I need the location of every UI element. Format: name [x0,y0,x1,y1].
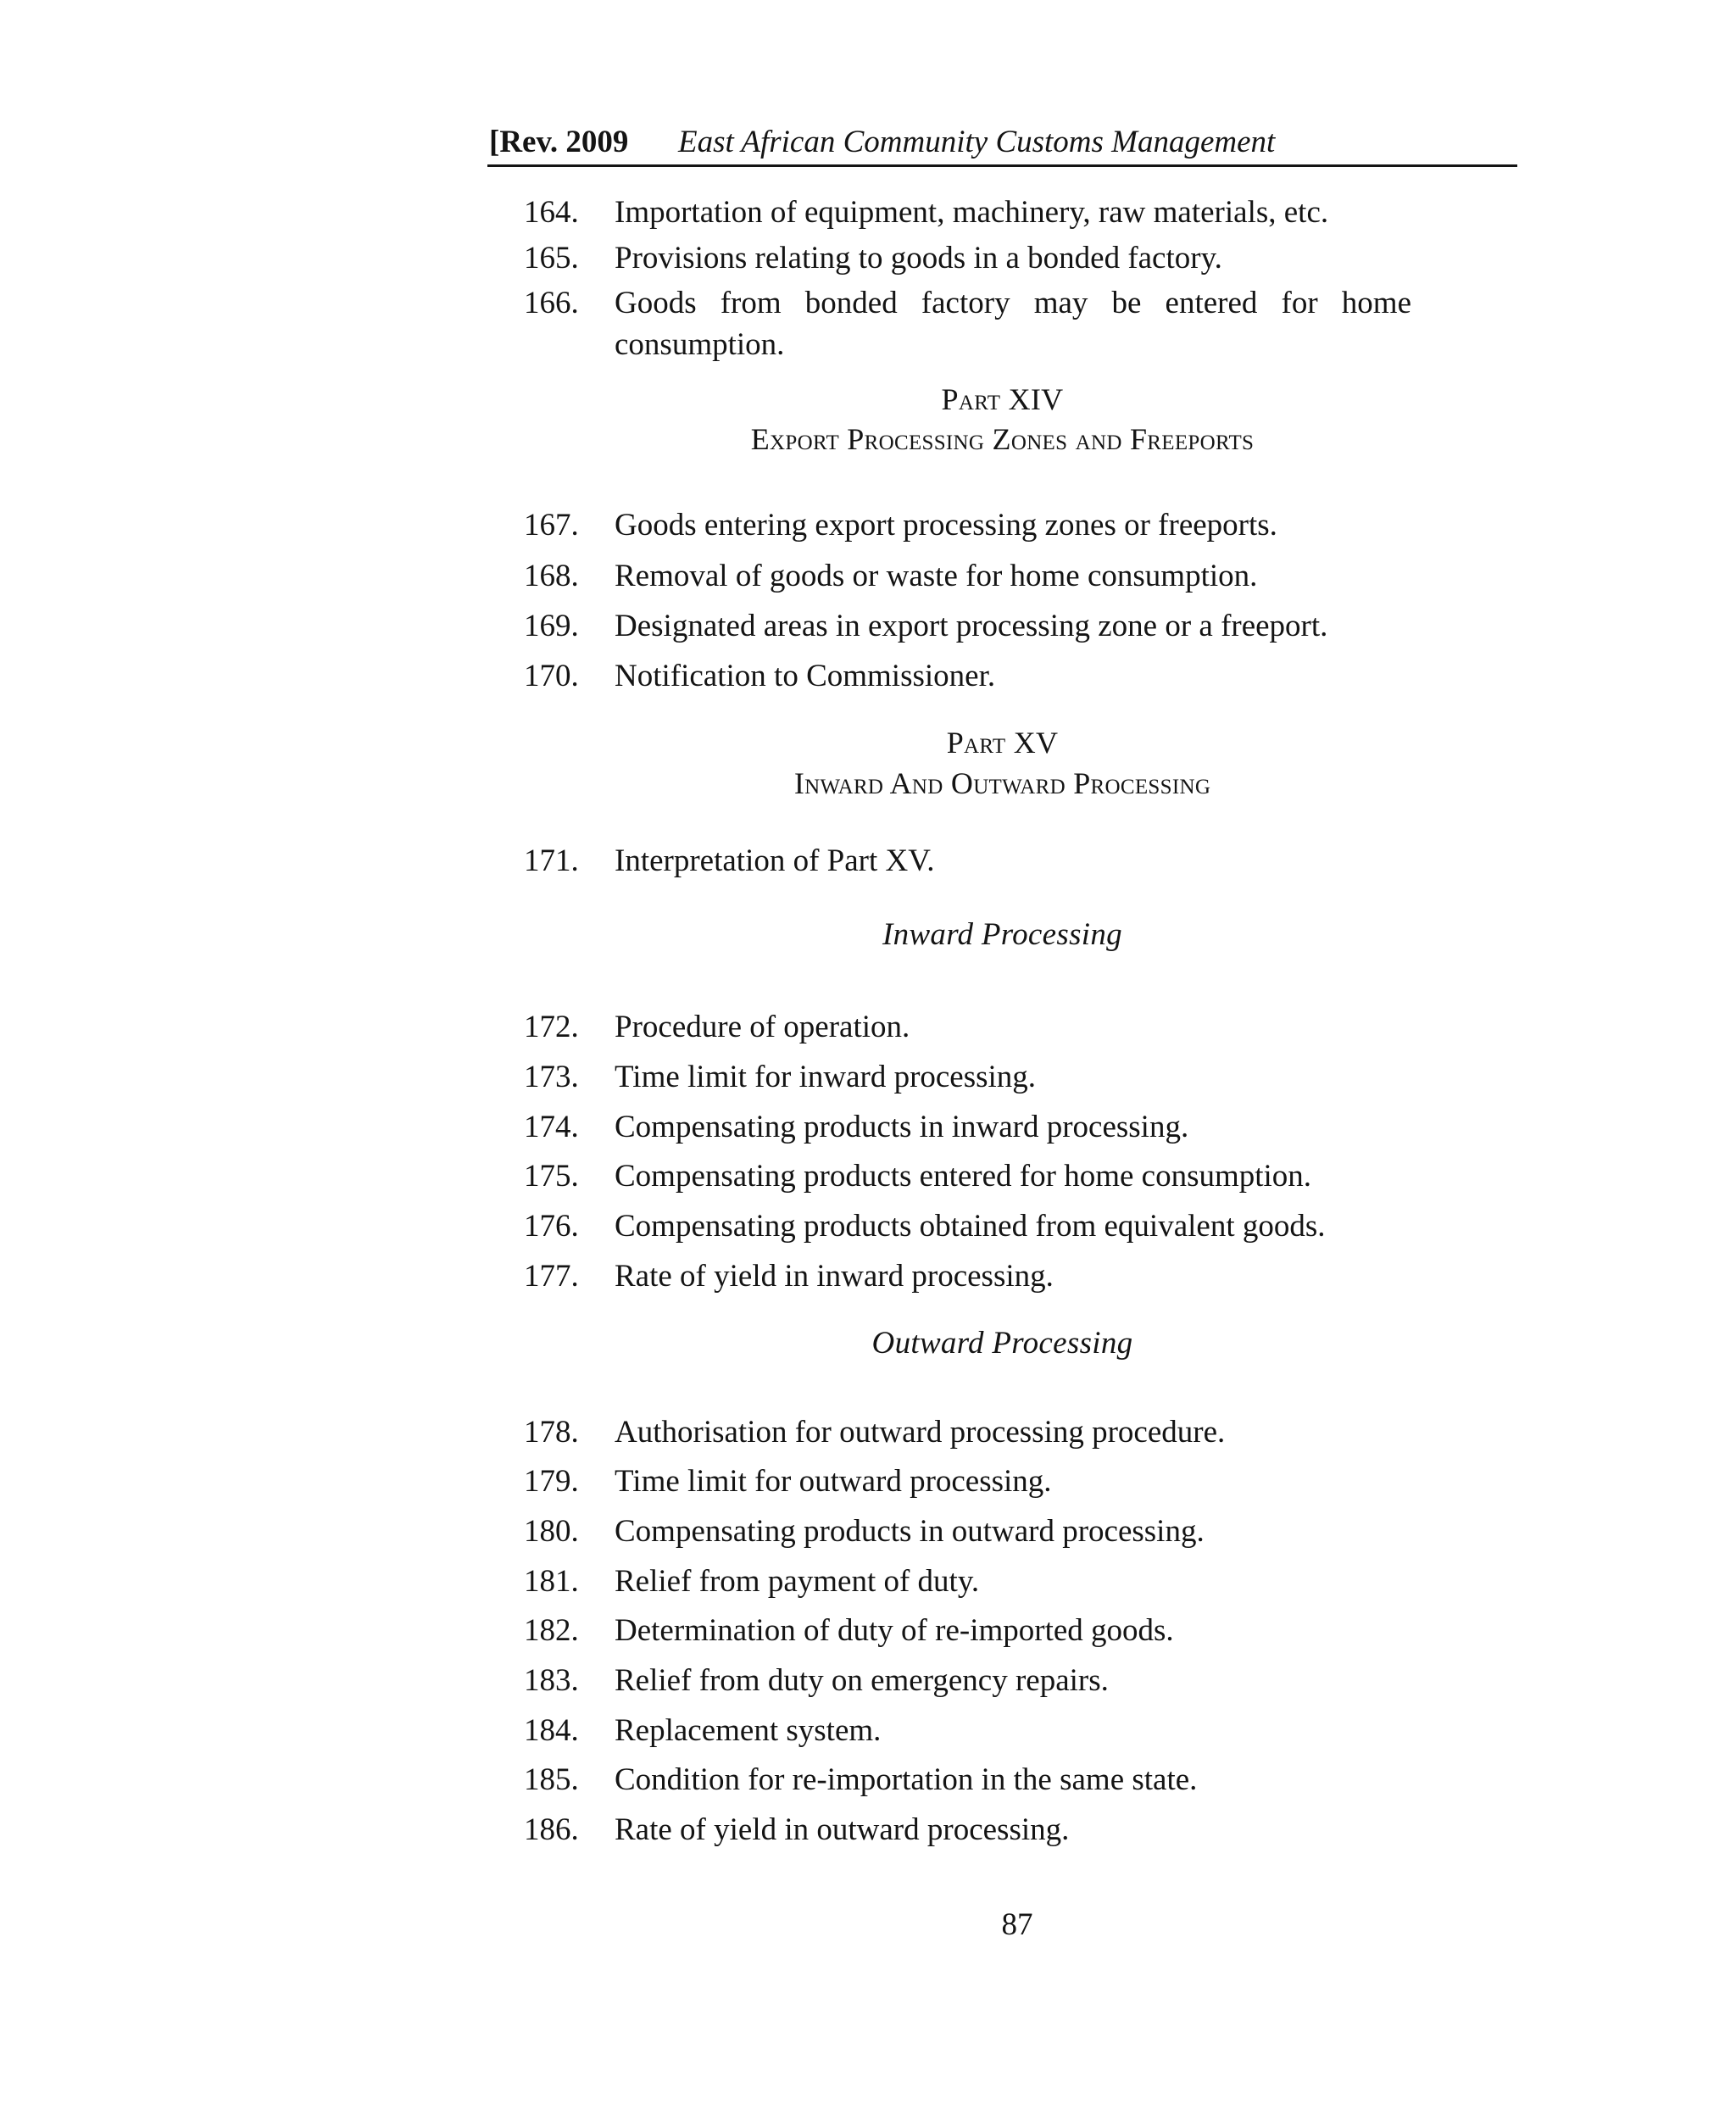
section-title: Replacement system. [615,1713,882,1748]
section-number: 183. [524,1663,579,1698]
section-title: Importation of equipment, machinery, raw materials, etc. [615,195,1329,230]
section-number: 171. [524,843,579,878]
section-title: Relief from payment of duty. [615,1564,980,1599]
inward-processing-heading: Inward Processing [882,917,1122,952]
section-title: Determination of duty of re-imported goods. [615,1613,1174,1648]
header-rule [487,164,1517,167]
section-title: Time limit for inward processing. [615,1060,1037,1094]
header-title: East African Community Customs Management [678,125,1276,159]
running-header [487,120,1517,168]
revision-label: [Rev. 2009 [489,125,629,159]
section-title: Goods entering export processing zones or freeports. [615,508,1277,543]
section-title: Authorisation for outward processing procedure. [615,1415,1226,1450]
section-number: 179. [524,1464,579,1499]
section-number: 175. [524,1159,579,1194]
section-title: Procedure of operation. [615,1010,910,1044]
section-number: 180. [524,1514,579,1549]
section-number: 172. [524,1010,579,1044]
section-number: 168. [524,559,579,593]
section-number: 185. [524,1762,579,1797]
section-number: 186. [524,1812,579,1847]
section-title: Compensating products entered for home consumption. [615,1159,1312,1194]
part-xv-title: Inward And Outward Processing [793,766,1211,800]
section-number: 182. [524,1613,579,1648]
section-title: Removal of goods or waste for home consumption. [615,559,1258,593]
section-title: Compensating products in outward processing. [615,1514,1205,1549]
section-title: Time limit for outward processing. [615,1464,1052,1499]
section-number: 178. [524,1415,579,1450]
section-title: Compensating products obtained from equivalent goods. [615,1209,1326,1244]
section-title: Compensating products in inward processing. [615,1110,1189,1144]
page-number: 87 [1001,1907,1033,1942]
section-number: 173. [524,1060,579,1094]
section-number: 176. [524,1209,579,1244]
section-number: 167. [524,508,579,543]
section-number: 184. [524,1713,579,1748]
section-title: Relief from duty on emergency repairs. [615,1663,1109,1698]
section-number: 164. [524,195,579,230]
section-number: 166. [524,286,579,320]
section-number: 177. [524,1259,579,1294]
part-xv-label: Part XV [946,726,1059,760]
part-xiv-title: Export Processing Zones and Freeports [750,422,1255,456]
section-number: 169. [524,609,579,643]
section-title: Designated areas in export processing zone or a freeport. [615,609,1328,643]
section-title: Interpretation of Part XV. [615,843,935,878]
section-title: Goods from bonded factory may be entered for home consumption. [615,286,1411,362]
section-title: Provisions relating to goods in a bonded factory. [615,241,1222,276]
section-number: 181. [524,1564,579,1599]
section-number: 174. [524,1110,579,1144]
section-title: Rate of yield in inward processing. [615,1259,1054,1294]
section-number: 170. [524,659,579,693]
section-title: Rate of yield in outward processing. [615,1812,1070,1847]
section-title: Condition for re-importation in the same state. [615,1762,1198,1797]
outward-processing-heading: Outward Processing [871,1326,1133,1361]
part-xiv-label: Part XIV [941,382,1064,416]
section-title: Notification to Commissioner. [615,659,996,693]
section-number: 165. [524,241,579,276]
